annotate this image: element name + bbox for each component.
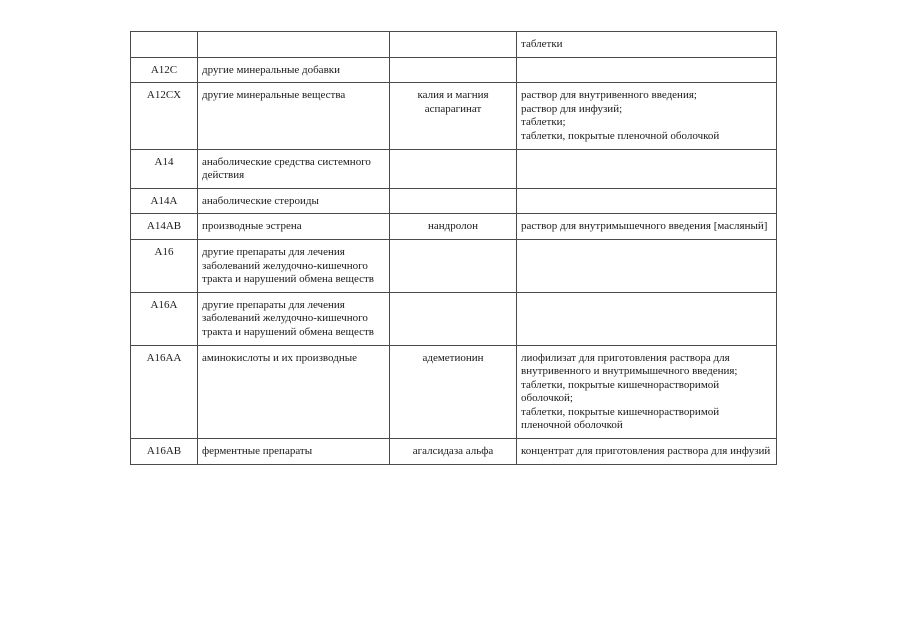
dosage-form-cell	[517, 345, 777, 439]
atc-code-cell: A12C	[131, 57, 198, 83]
dosage-form-line: таблетки, покрытые кишечнорастворимой пленочной оболочкой	[521, 405, 720, 432]
inn-cell: адеметионин	[390, 345, 517, 439]
dosage-form-line: концентрат для приготовления раствора для инфузий	[521, 445, 771, 458]
drug-table-body	[131, 32, 777, 465]
dosage-form-cell	[517, 292, 777, 345]
group-name-cell: ферментные препараты	[198, 439, 390, 465]
inn-cell	[390, 292, 517, 345]
atc-code-cell: A16A	[131, 292, 198, 345]
dosage-form-line: таблетки;	[521, 116, 566, 129]
inn-cell	[390, 149, 517, 188]
dosage-form-cell	[517, 188, 777, 214]
dosage-form-cell	[517, 214, 777, 240]
inn-cell: нандролон	[390, 214, 517, 240]
table-row	[131, 57, 777, 83]
atc-code-cell	[131, 32, 198, 58]
atc-code-cell: A16	[131, 239, 198, 292]
inn-cell	[390, 32, 517, 58]
dosage-form-line: раствор для внутривенного введения;	[521, 89, 697, 102]
inn-cell: агалсидаза альфа	[390, 439, 517, 465]
dosage-form-cell	[517, 32, 777, 58]
dosage-form-cell	[517, 149, 777, 188]
dosage-form-cell	[517, 439, 777, 465]
group-name-cell: другие минеральные добавки	[198, 57, 390, 83]
table-row	[131, 439, 777, 465]
inn-cell	[390, 239, 517, 292]
group-name-cell: аминокислоты и их производные	[198, 345, 390, 439]
table-row	[131, 188, 777, 214]
group-name-cell: другие минеральные вещества	[198, 83, 390, 149]
atc-code-cell: A12CX	[131, 83, 198, 149]
dosage-form-line: раствор для инфузий;	[521, 102, 623, 115]
table-row	[131, 83, 777, 149]
table-row	[131, 149, 777, 188]
dosage-form-line: таблетки	[521, 38, 563, 50]
group-name-cell: другие препараты для лечения заболеваний желудочно-кишечного тракта и нарушений обмена веществ	[198, 292, 390, 345]
table-row	[131, 239, 777, 292]
table-row	[131, 345, 777, 439]
atc-code-cell: A14	[131, 149, 198, 188]
group-name-cell	[198, 32, 390, 58]
dosage-form-cell	[517, 239, 777, 292]
drug-table	[130, 31, 777, 465]
dosage-form-cell	[517, 83, 777, 149]
atc-code-cell: A16AB	[131, 439, 198, 465]
dosage-form-line: таблетки, покрытые пленочной оболочкой	[521, 129, 720, 142]
atc-code-cell: A14AB	[131, 214, 198, 240]
group-name-cell: другие препараты для лечения заболеваний желудочно-кишечного тракта и нарушений обмена веществ	[198, 239, 390, 292]
dosage-form-cell	[517, 57, 777, 83]
group-name-cell: анаболические средства системного действия	[198, 149, 390, 188]
inn-cell	[390, 57, 517, 83]
inn-cell: калия и магния аспарагинат	[390, 83, 517, 149]
inn-cell	[390, 188, 517, 214]
atc-code-cell: A14A	[131, 188, 198, 214]
group-name-cell: анаболические стероиды	[198, 188, 390, 214]
dosage-form-line: раствор для внутримышечного введения [масляный]	[521, 220, 768, 233]
atc-code-cell: A16AA	[131, 345, 198, 439]
dosage-form-line: таблетки, покрытые кишечнорастворимой оболочкой;	[521, 378, 720, 405]
group-name-cell: производные эстрена	[198, 214, 390, 240]
table-row	[131, 214, 777, 240]
table-row	[131, 32, 777, 58]
dosage-form-line: лиофилизат для приготовления раствора для внутривенного и внутримышечного введения;	[521, 351, 738, 378]
table-row	[131, 292, 777, 345]
